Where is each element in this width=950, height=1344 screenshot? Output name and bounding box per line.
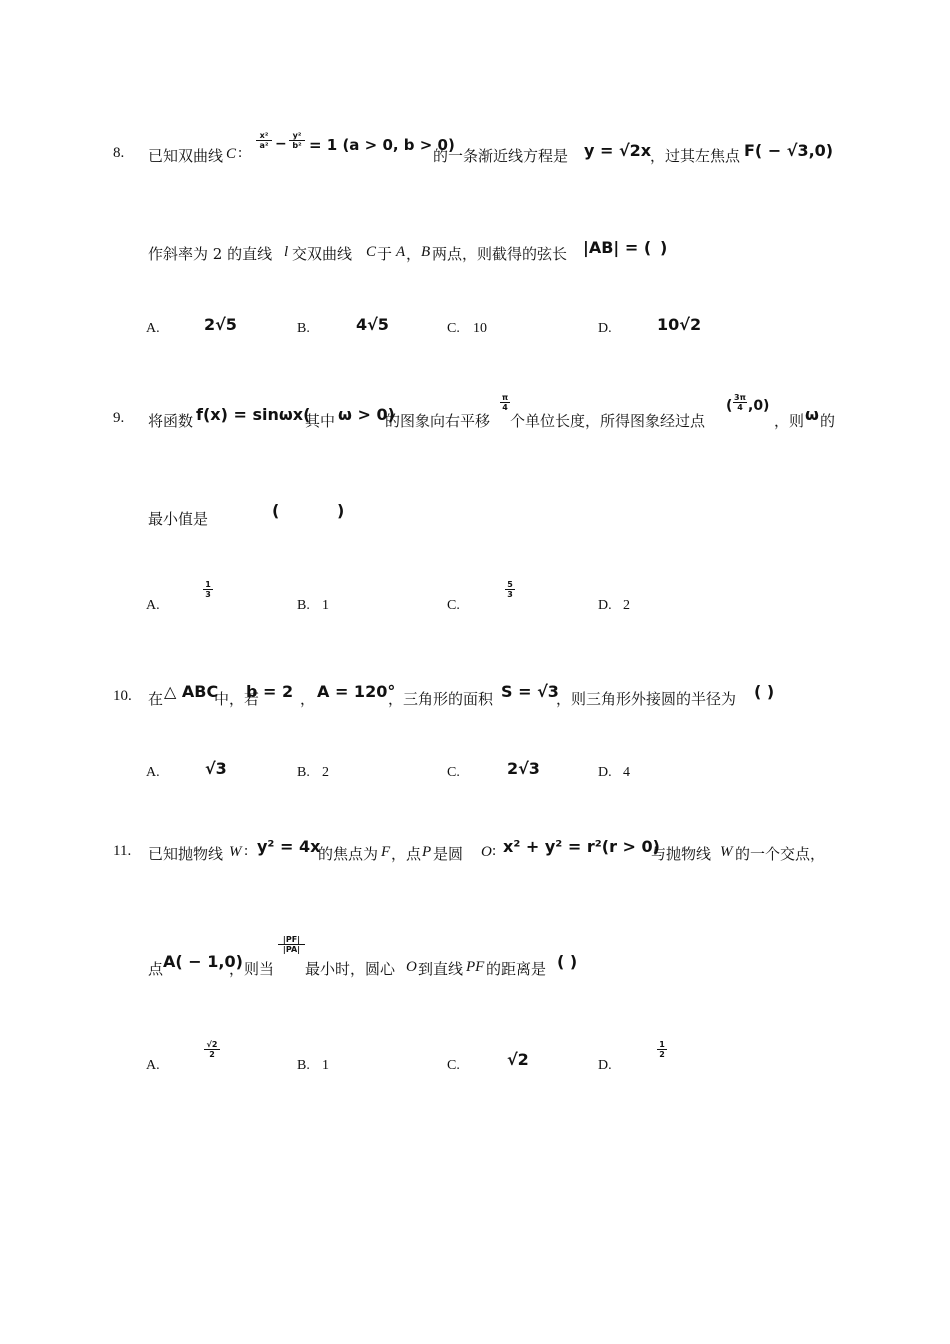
variable: l [284,244,289,260]
option-value: 10 [473,321,487,336]
option-label: D. [598,1058,612,1073]
option-label: A. [146,765,160,780]
denominator: a² [256,140,272,150]
question-text: 的图象向右平移 [385,412,491,430]
math-expression: A( − 1,0) [163,952,243,971]
option-value: √3 [205,759,227,778]
question-number: 11. [113,843,132,859]
denominator: b² [289,140,305,150]
numerator: 3π [734,393,746,402]
numerator: y² [292,131,302,140]
option-value: √2 [507,1050,529,1069]
option-value: 2 [623,598,630,613]
variable: PF [466,959,485,975]
question-text: ，则三角形外接圆的半径为 [556,690,737,708]
option-value: 2√3 [507,759,540,778]
denominator: 4 [500,402,510,412]
variable: W [229,844,242,860]
math-expression: S = √3 [501,682,559,701]
option-label: C. [447,321,460,336]
option-label: D. [598,765,612,780]
option-label: B. [297,1058,310,1073]
denominator: 4 [733,402,747,412]
variable: C [226,146,237,162]
answer-paren-open: ( [272,501,280,520]
numerator: x² [259,131,269,140]
question-text: 已知双曲线 [148,147,224,165]
numerator: 1 [205,580,211,589]
question-text: 将函数 [148,412,194,430]
numerator: 5 [507,580,513,589]
math-expression: △ ABC [164,682,219,701]
numerator: |PF| [282,935,301,944]
math-expression: = 1 (a > 0, b > 0) [309,136,455,154]
math-expression: |AB| = ( [583,238,652,257]
answer-paren: ( ) [754,682,775,701]
math-expression: x² + y² = r²(r > 0) [503,837,660,856]
question-text: 中，若 [214,690,260,708]
variable: O [481,844,492,860]
math-paren: ( [726,398,733,414]
denominator: 2 [657,1049,667,1059]
fraction-pf-over-pa [278,935,305,954]
option-value: 10√2 [657,315,702,334]
variable: O [406,959,417,975]
math-expression: ) [660,238,668,257]
option-label: B. [297,321,310,336]
option-label: B. [297,765,310,780]
math-expression: ,0) [748,398,770,414]
option-value: 4√5 [356,315,389,334]
question-text: 是圆 [433,845,464,863]
math-operator: − [275,136,287,152]
question-text: ，则 [774,412,805,430]
question-text: 的焦点为 [318,845,379,863]
question-number: 10. [113,688,132,704]
option-label: D. [598,321,612,336]
question-text: 交双曲线 [292,245,353,263]
variable: F [381,844,391,860]
denominator: 2 [204,1049,220,1059]
punctuation: ， [406,245,422,263]
question-text: 最小值是 [148,510,209,528]
question-text: 在 [148,690,164,708]
question-text: 的一条渐近线方程是 [433,147,569,165]
variable: ω [805,405,819,424]
question-number: 8. [113,145,125,161]
option-fraction [203,580,213,599]
variable: W [720,844,733,860]
numerator: π [501,393,509,402]
option-fraction [657,1040,667,1059]
variable: C [366,244,377,260]
math-expression: f(x) = sinωx( [196,405,311,424]
variable: B [421,244,431,260]
option-value: 2 [322,765,329,780]
fraction-x2-a2 [256,131,272,150]
punctuation: : [238,145,243,161]
punctuation: : [492,843,497,859]
math-expression: y = √2x [584,141,652,160]
fraction-y2-b2 [289,131,305,150]
question-text: ，则当 [229,960,275,978]
question-text: 的距离是 [486,960,547,978]
denominator: |PA| [278,944,305,954]
option-fraction [204,1040,220,1059]
option-value: 2√5 [204,315,237,334]
fraction-3pi-over-4 [733,393,747,412]
question-text: 两点，则截得的弦长 [432,245,568,263]
option-label: A. [146,1058,160,1073]
answer-paren-close: ) [337,501,345,520]
math-expression: b = 2 [246,682,294,701]
question-text: ，三角形的面积 [388,690,494,708]
math-expression: F( − √3,0) [744,141,834,160]
fraction-pi-over-4 [500,393,510,412]
punctuation: : [244,843,249,859]
option-value: 1 [322,598,329,613]
question-text: 其中 [305,412,336,430]
variable: A [396,244,406,260]
option-fraction [505,580,515,599]
numerator: √2 [206,1040,218,1049]
question-number: 9. [113,410,125,426]
numerator: 1 [659,1040,665,1049]
punctuation: ， [300,690,316,708]
question-text: 已知抛物线 [148,845,224,863]
question-text: 个单位长度，所得图象经过点 [510,412,706,430]
question-text: 最小时，圆心 [305,960,396,978]
option-label: C. [447,765,460,780]
question-text: ，过其左焦点 [650,147,741,165]
option-value: 1 [322,1058,329,1073]
option-label: C. [447,598,460,613]
option-value: 4 [623,765,630,780]
option-label: C. [447,1058,460,1073]
denominator: 3 [505,589,515,599]
question-text: 于 [377,245,393,263]
question-text: 到直线 [418,960,464,978]
question-text: 作斜率为 2 的直线 [148,245,273,263]
variable: P [422,844,432,860]
question-text: 的一个交点， [735,845,826,863]
question-text: 与抛物线 [651,845,712,863]
math-expression: ω > 0) [338,405,395,424]
option-label: A. [146,598,160,613]
option-label: B. [297,598,310,613]
question-text: ，点 [391,845,422,863]
math-expression: A = 120° [317,682,396,701]
question-text: 的 [820,412,836,430]
question-text: 点 [148,960,164,978]
option-label: D. [598,598,612,613]
answer-paren: ( ) [557,952,578,971]
option-label: A. [146,321,160,336]
math-expression: y² = 4x [257,837,321,856]
denominator: 3 [203,589,213,599]
